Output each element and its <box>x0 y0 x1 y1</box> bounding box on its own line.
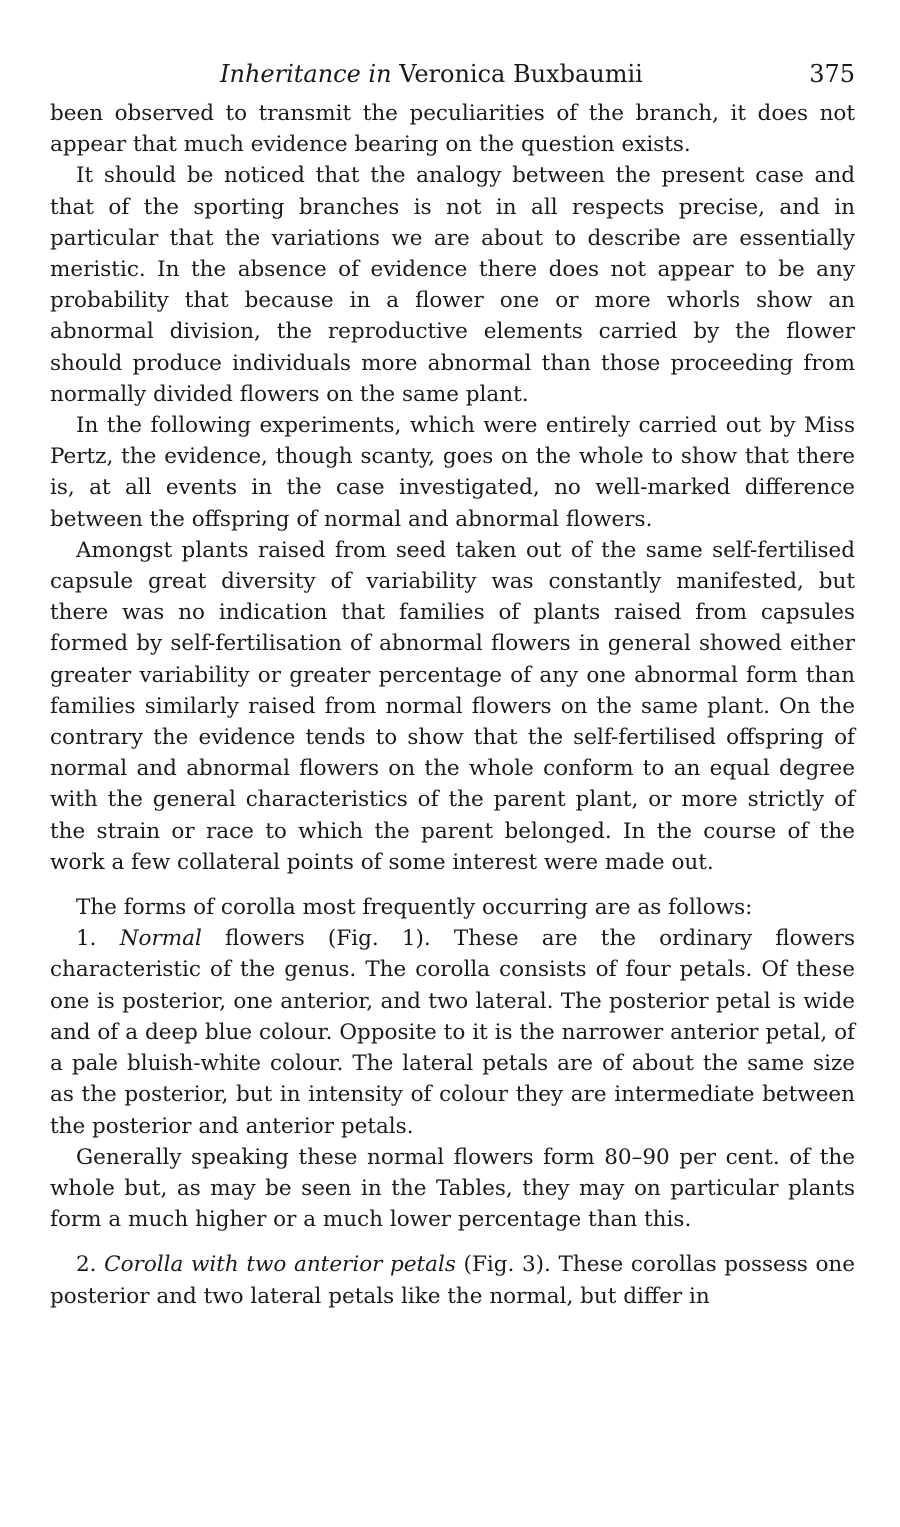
running-title <box>220 58 643 90</box>
paragraph-corolla-forms-intro: The forms of corolla most frequently occurring are as follows: <box>76 895 753 921</box>
running-title-roman: Veronica Buxbaumii <box>391 60 643 88</box>
paragraph-two-anterior-petals <box>50 1249 855 1311</box>
two-anterior-petals-text: (Fig. 3). These corollas possess one posterior and two lateral petals like the normal, but differ in <box>50 1252 855 1309</box>
term-normal: Normal <box>119 926 202 952</box>
page-number: 375 <box>809 60 855 88</box>
paragraph-analogy: It should be noticed that the analogy between the present case and that of the sporting branches is not in all respects precise, and in particular that the variations we are about to describe are essentially meristic. In the absence of evidence there does not appear to be any probability that because in a flower one or more whorls show an abnormal division, the reproductive elements carried by the flower should produce individuals more abnormal than those proceeding from normally divided flowers on the same plant. <box>50 163 855 407</box>
list-number: 2. <box>76 1252 105 1278</box>
list-number: 1. <box>76 926 120 952</box>
paragraph-continuation: been observed to transmit the peculiarities of the branch, it does not appear that much evidence bearing on the question exists. <box>50 101 855 158</box>
paragraph-variability: Amongst plants raised from seed taken out of the same self-fertilised capsule great diversity of variability was constantly manifested, but there was no indication that families of plants raised from capsules formed by self-fertilisation of abnormal flowers in general showed either greater variability or greater percentage of any one abnormal form than families similarly raised from normal flowers on the same plant. On the contrary the evidence tends to show that the self-fertilised offspring of normal and abnormal flowers on the whole conform to an equal degree with the general characteristics of the parent plant, or more strictly of the strain or race to which the parent belonged. In the course of the work a few collateral points of some interest were made out. <box>50 537 855 875</box>
normal-flowers-text: flowers (Fig. 1). These are the ordinary flowers characteristic of the genus. The corolla consists of four petals. Of these one is posterior, one anterior, and two lateral. The posterior petal is wide and of a deep blue colour. Opposite to it is the narrower anterior petal, of a pale bluish-white colour. The lateral petals are of about the same size as the posterior, but in intensity of colour they are intermediate between the posterior and anterior petals. <box>50 926 855 1139</box>
page <box>50 58 855 1312</box>
running-title-italic: Inheritance in <box>220 60 392 88</box>
body-text <box>50 98 855 1312</box>
running-head <box>50 58 855 94</box>
paragraph-normal-flowers <box>50 923 855 1141</box>
paragraph-normal-percentage: Generally speaking these normal flowers form 80–90 per cent. of the whole but, as may be seen in the Tables, they may on particular plants form a much higher or a much lower percentage than this. <box>50 1144 855 1233</box>
paragraph-experiments: In the following experiments, which were entirely carried out by Miss Pertz, the evidence, though scanty, goes on the whole to show that there is, at all events in the case investigated, no well-marked difference between the offspring of normal and abnormal flowers. <box>50 413 855 532</box>
term-two-anterior-petals: Corolla with two anterior petals <box>104 1252 456 1278</box>
